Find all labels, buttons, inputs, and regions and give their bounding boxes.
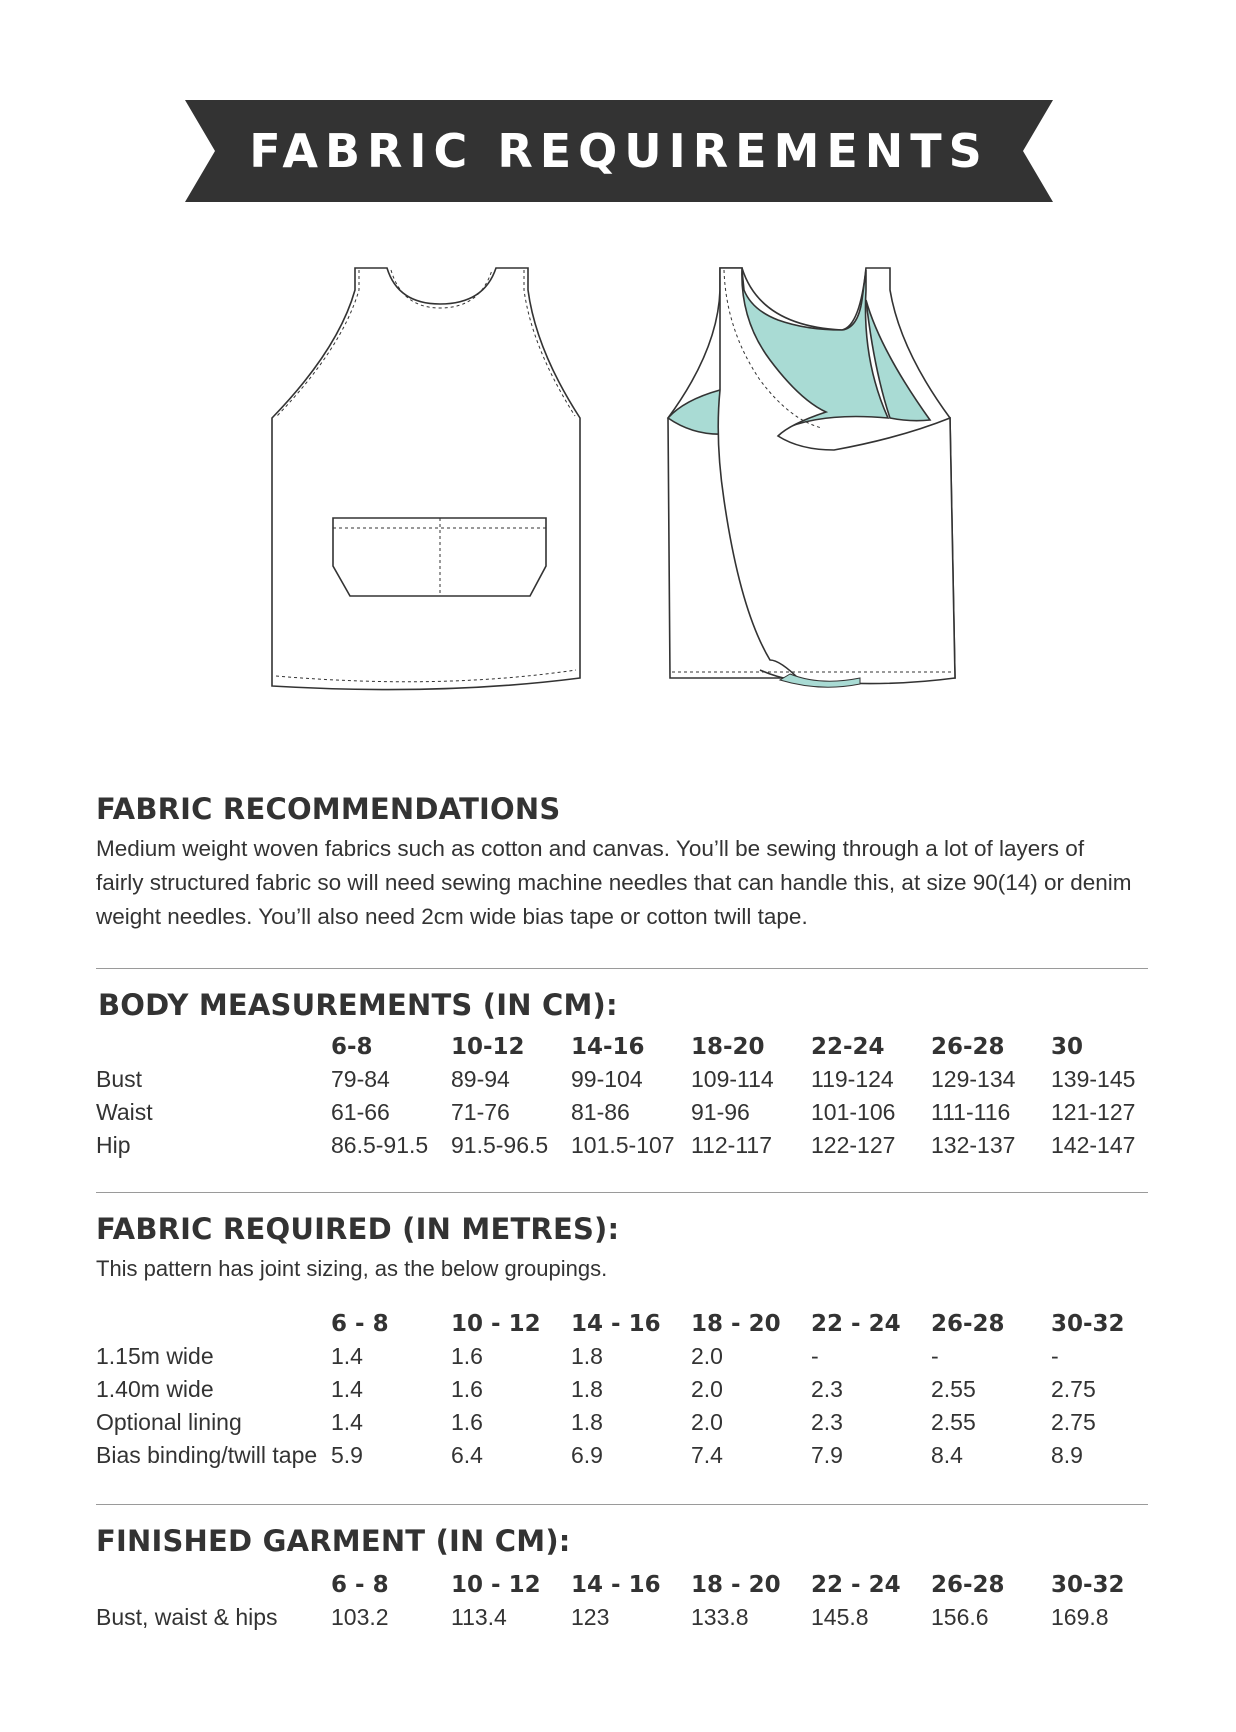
- size-header: 26-28: [931, 1310, 1005, 1337]
- table-cell: -: [811, 1343, 819, 1369]
- table-cell: 6.4: [451, 1442, 483, 1468]
- recommendation-line: Medium weight woven fabrics such as cotton and canvas. You’ll be sewing through a lot of layers of: [96, 836, 1085, 861]
- table-row: [96, 1063, 1171, 1096]
- row-label: Bust, waist & hips: [96, 1604, 278, 1630]
- fabric-required-table: [96, 1307, 1171, 1472]
- fabric-recommendations-text: [96, 832, 1156, 934]
- table-cell: 91.5-96.5: [451, 1132, 549, 1158]
- table-cell: 156.6: [931, 1604, 989, 1630]
- table-cell: 5.9: [331, 1442, 363, 1468]
- table-cell: 123: [571, 1604, 610, 1630]
- finished-garment-table: [96, 1568, 1171, 1634]
- table-cell: 113.4: [451, 1604, 507, 1630]
- table-row: [96, 1096, 1171, 1129]
- row-label: Optional lining: [96, 1409, 242, 1435]
- size-header: 30-32: [1051, 1310, 1125, 1337]
- size-header: 26-28: [931, 1571, 1005, 1598]
- table-cell: 145.8: [811, 1604, 869, 1630]
- table-header-row: [96, 1307, 1171, 1340]
- section-divider: [96, 1504, 1148, 1505]
- size-header: 10 - 12: [451, 1310, 541, 1337]
- size-header: 6 - 8: [331, 1571, 389, 1598]
- row-label: Bias binding/twill tape: [96, 1442, 318, 1468]
- table-cell: 2.3: [811, 1409, 843, 1435]
- size-header: 30: [1051, 1033, 1084, 1060]
- size-header: 14 - 16: [571, 1571, 661, 1598]
- table-cell: 101.5-107: [571, 1132, 675, 1158]
- recommendation-line: fairly structured fabric so will need sewing machine needles that can handle this, at size 90(14) or denim: [96, 870, 1132, 895]
- size-header: 18 - 20: [691, 1310, 781, 1337]
- table-cell: 133.8: [691, 1604, 749, 1630]
- table-cell: 1.6: [451, 1409, 483, 1435]
- front-view-drawing: [272, 268, 580, 690]
- table-cell: 1.8: [571, 1409, 603, 1435]
- table-cell: 112-117: [691, 1132, 772, 1158]
- table-cell: 2.75: [1051, 1409, 1096, 1435]
- table-cell: -: [1051, 1343, 1059, 1369]
- section-divider: [96, 1192, 1148, 1193]
- table-row: [96, 1406, 1171, 1439]
- row-label: Hip: [96, 1132, 131, 1158]
- back-view-drawing: [668, 268, 955, 687]
- table-row: [96, 1439, 1171, 1472]
- table-cell: 89-94: [451, 1066, 510, 1092]
- table-cell: 121-127: [1051, 1099, 1136, 1125]
- table-header-row: [96, 1030, 1171, 1063]
- size-header: 10-12: [451, 1033, 525, 1060]
- table-cell: 8.4: [931, 1442, 963, 1468]
- table-cell: 111-116: [931, 1099, 1011, 1125]
- table-cell: 91-96: [691, 1099, 750, 1125]
- finished-garment-heading: FINISHED GARMENT (IN CM):: [96, 1524, 571, 1558]
- header-cell: [96, 1030, 331, 1063]
- table-cell: 2.0: [691, 1376, 723, 1402]
- table-cell: 81-86: [571, 1099, 630, 1125]
- size-header: 18-20: [691, 1033, 765, 1060]
- section-divider: [96, 968, 1148, 969]
- fabric-recommendations-heading: FABRIC RECOMMENDATIONS: [96, 792, 561, 826]
- page-title: FABRIC REQUIREMENTS: [249, 124, 989, 178]
- size-header: 30-32: [1051, 1571, 1125, 1598]
- table-row: [96, 1129, 1171, 1162]
- table-cell: 1.8: [571, 1376, 603, 1402]
- table-cell: 2.55: [931, 1376, 976, 1402]
- table-row: [96, 1340, 1171, 1373]
- table-cell: 142-147: [1051, 1132, 1136, 1158]
- size-header: 18 - 20: [691, 1571, 781, 1598]
- table-cell: 8.9: [1051, 1442, 1083, 1468]
- table-cell: 1.4: [331, 1376, 363, 1402]
- table-cell: 132-137: [931, 1132, 1016, 1158]
- recommendation-line: weight needles. You’ll also need 2cm wide bias tape or cotton twill tape.: [96, 904, 808, 929]
- row-label: Bust: [96, 1066, 143, 1092]
- table-cell: 101-106: [811, 1099, 896, 1125]
- table-header-row: [96, 1568, 1171, 1601]
- size-header: 6-8: [331, 1033, 373, 1060]
- table-cell: 109-114: [691, 1066, 774, 1092]
- table-cell: 122-127: [811, 1132, 896, 1158]
- table-cell: 2.0: [691, 1343, 723, 1369]
- table-row: [96, 1601, 1171, 1634]
- table-cell: 71-76: [451, 1099, 510, 1125]
- row-label: 1.40m wide: [96, 1376, 214, 1402]
- table-cell: 79-84: [331, 1066, 390, 1092]
- table-cell: 103.2: [331, 1604, 389, 1630]
- size-header: 10 - 12: [451, 1571, 541, 1598]
- size-header: 22-24: [811, 1033, 885, 1060]
- body-measurements-table: [96, 1030, 1171, 1162]
- size-header: 6 - 8: [331, 1310, 389, 1337]
- size-header: 22 - 24: [811, 1571, 901, 1598]
- header-cell: [96, 1568, 331, 1601]
- table-cell: -: [931, 1343, 939, 1369]
- table-cell: 1.8: [571, 1343, 603, 1369]
- table-row: [96, 1373, 1171, 1406]
- table-cell: 2.0: [691, 1409, 723, 1435]
- body-measurements-heading: BODY MEASUREMENTS (IN CM):: [98, 988, 618, 1022]
- table-cell: 61-66: [331, 1099, 390, 1125]
- fabric-required-heading: FABRIC REQUIRED (IN METRES):: [96, 1212, 620, 1246]
- fabric-required-subtitle: This pattern has joint sizing, as the below groupings.: [96, 1256, 608, 1281]
- table-cell: 99-104: [571, 1066, 643, 1092]
- table-cell: 1.6: [451, 1376, 483, 1402]
- table-cell: 2.55: [931, 1409, 976, 1435]
- table-cell: 7.4: [691, 1442, 723, 1468]
- size-header: 14-16: [571, 1033, 645, 1060]
- table-cell: 2.75: [1051, 1376, 1096, 1402]
- table-cell: 1.4: [331, 1409, 363, 1435]
- table-cell: 86.5-91.5: [331, 1132, 429, 1158]
- table-cell: 119-124: [811, 1066, 894, 1092]
- garment-illustration: [0, 240, 1236, 720]
- header-cell: [96, 1307, 331, 1340]
- size-header: 26-28: [931, 1033, 1005, 1060]
- size-header: 14 - 16: [571, 1310, 661, 1337]
- row-label: Waist: [96, 1099, 153, 1125]
- table-cell: 7.9: [811, 1442, 843, 1468]
- size-header: 22 - 24: [811, 1310, 901, 1337]
- table-cell: 1.4: [331, 1343, 363, 1369]
- table-cell: 1.6: [451, 1343, 483, 1369]
- table-cell: 139-145: [1051, 1066, 1136, 1092]
- title-banner: [185, 100, 1053, 202]
- row-label: 1.15m wide: [96, 1343, 214, 1369]
- table-cell: 169.8: [1051, 1604, 1109, 1630]
- table-cell: 2.3: [811, 1376, 843, 1402]
- table-cell: 129-134: [931, 1066, 1016, 1092]
- table-cell: 6.9: [571, 1442, 603, 1468]
